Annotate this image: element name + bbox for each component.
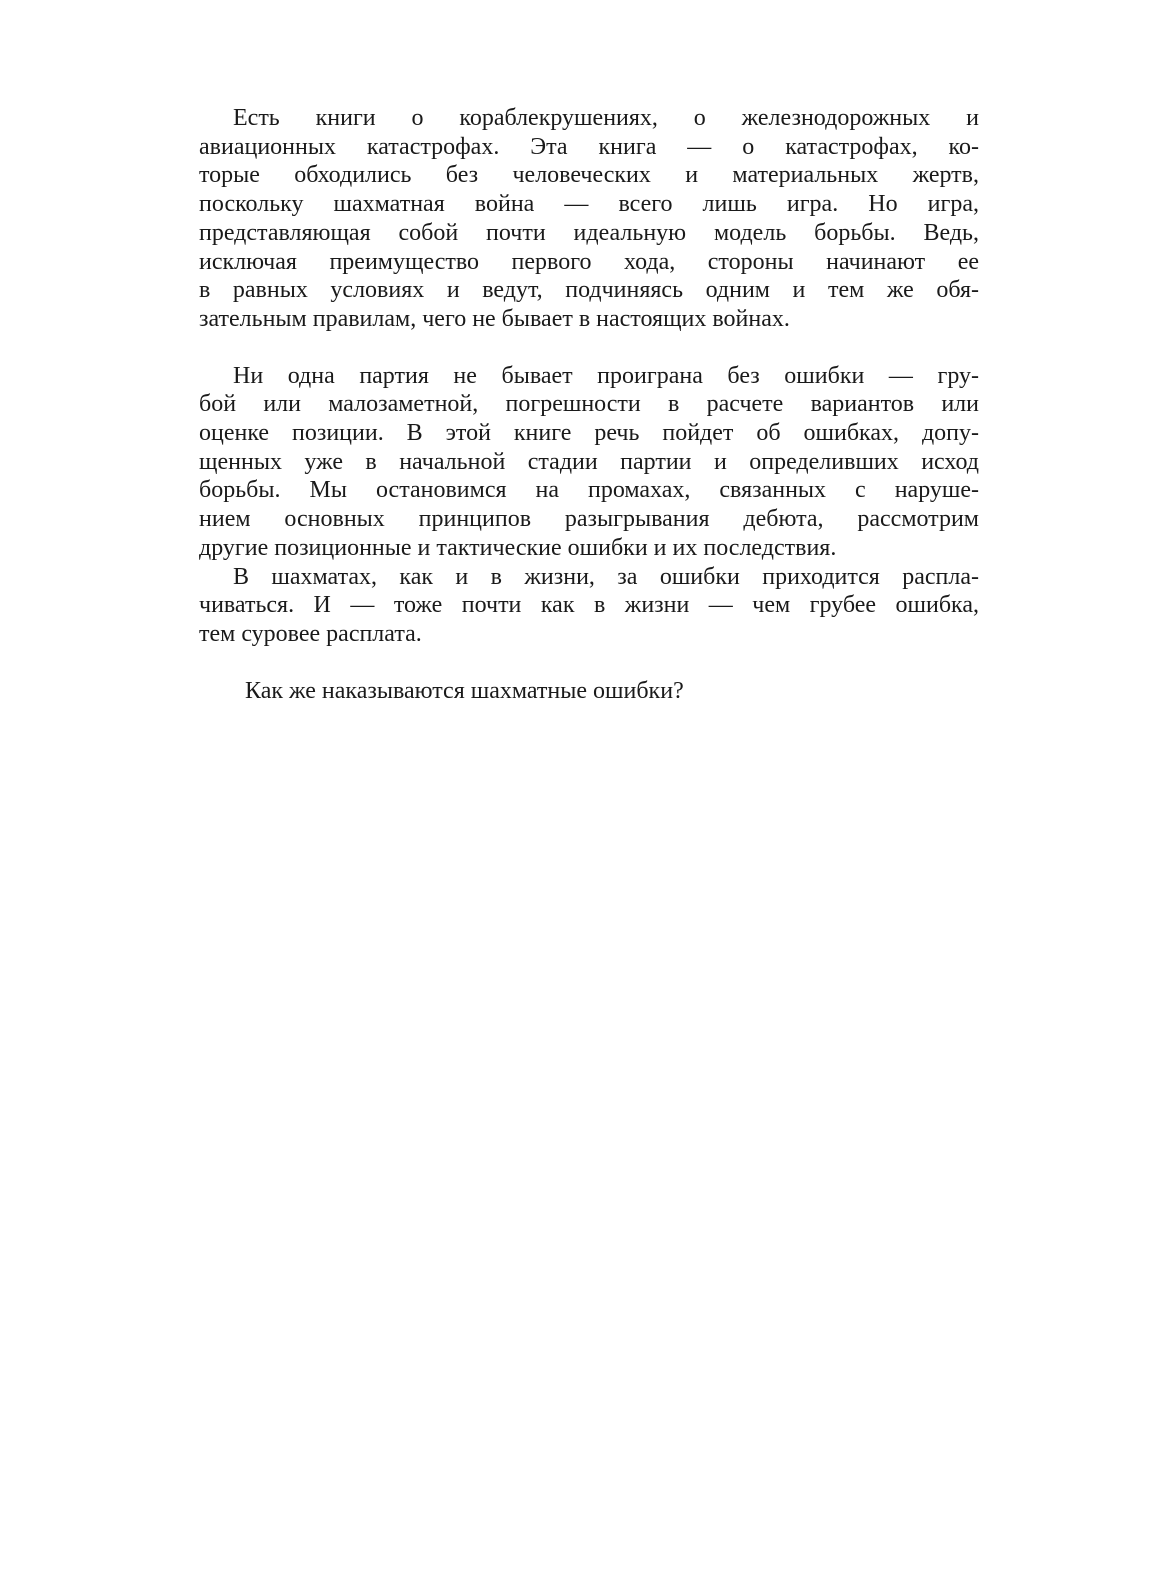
text-line: Есть книги о кораблекрушениях, о железнодорожных и [233,105,979,131]
closing-question [199,677,979,706]
text-line: исключая преимущество первого хода, стороны начинают ее [199,248,979,275]
text-line: В шахматах, как и в жизни, за ошибки приходится распла- [233,563,979,590]
text-line: борьбы. Мы остановимся на промахах, связанных с наруше- [199,477,979,504]
text-line: поскольку шахматная война — всего лишь игра. Но игра, [199,191,979,218]
paragraph-1 [199,104,979,334]
text-line: оценке позиции. В этой книге речь пойдет об ошибках, допу- [199,420,979,447]
text-line: авиационных катастрофах. Эта книга — о катастрофах, ко- [199,133,979,160]
text-line: другие позиционные и тактические ошибки и их последствия. [199,534,837,561]
text-line: чиваться. И — тоже почти как в жизни — чем грубее ошибка, [199,592,979,619]
text-line: тем суровее расплата. [199,620,422,647]
body-text [199,104,979,705]
paragraph-spacer [199,649,979,677]
text-line: щенных уже в начальной стадии партии и определивших исход [199,448,979,475]
paragraph-spacer [199,334,979,362]
text-line: представляющая собой почти идеальную модель борьбы. Ведь, [199,219,979,246]
text-line: нием основных принципов разыгрывания дебюта, рассмотрим [199,506,979,533]
paragraph-2 [199,362,979,563]
closing-question-text: Как же наказываются шахматные ошибки? [245,677,684,704]
text-line: торые обходились без человеческих и материальных жертв, [199,162,979,189]
text-line: Ни одна партия не бывает проиграна без ошибки — гру- [233,362,979,389]
paragraph-3 [199,563,979,649]
text-line: в равных условиях и ведут, подчиняясь одним и тем же обя- [199,277,979,304]
text-line: зательным правилам, чего не бывает в настоящих войнах. [199,305,790,332]
text-line: бой или малозаметной, погрешности в расчете вариантов или [199,391,979,418]
